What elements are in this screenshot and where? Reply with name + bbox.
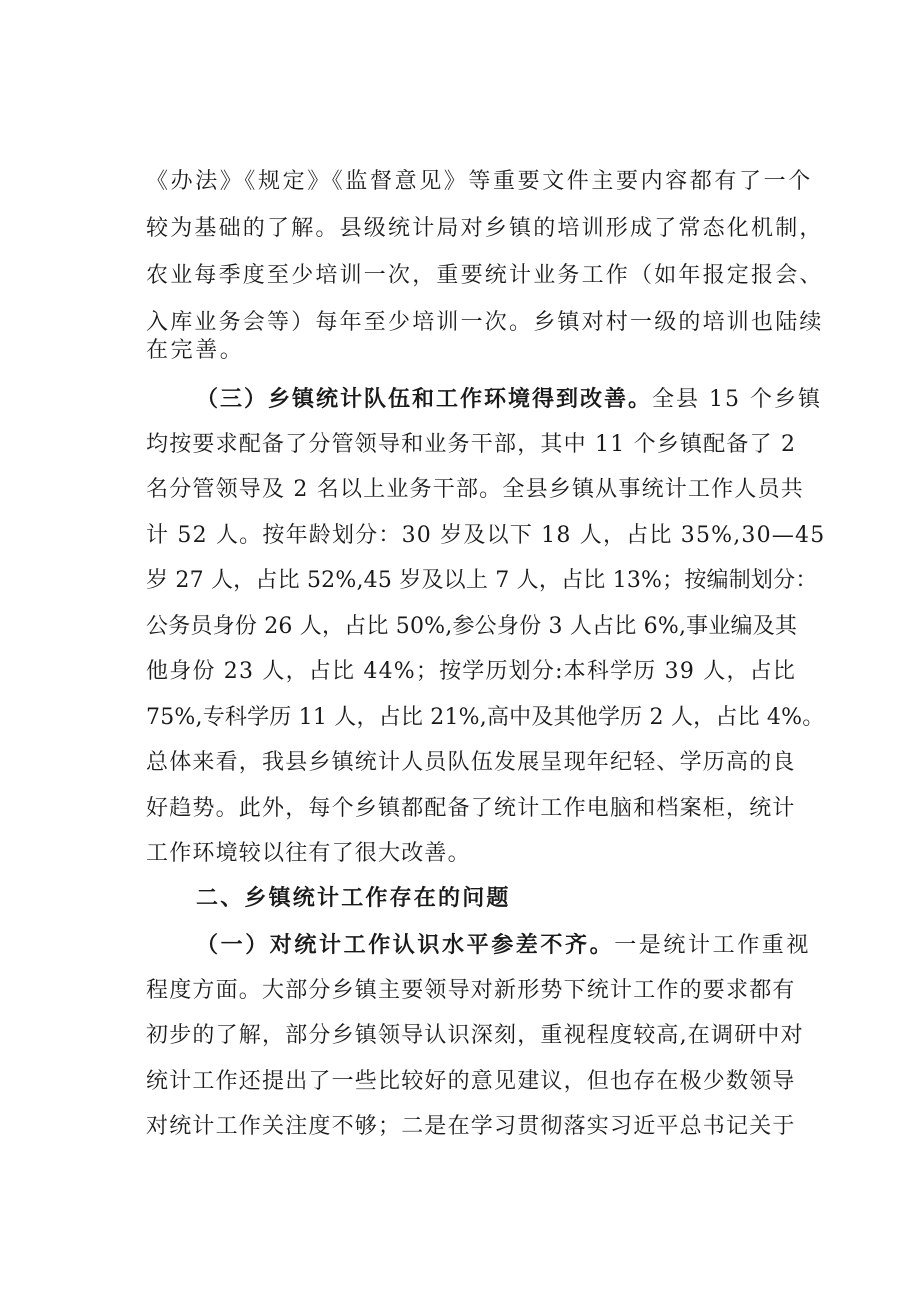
body-text-line: 统计工作还提出了一些比较好的意见建议，但也存在极少数领导: [146, 1069, 796, 1094]
section-heading: 二、乡镇统计工作存在的问题: [196, 886, 511, 911]
body-text-line: 公务员身份 26 人，占比 50%,参公身份 3 人占比 6%,事业编及其: [146, 614, 798, 639]
lead-text: 一是统计工作重视: [614, 933, 812, 958]
body-text-line: 计 52 人。按年龄划分：30 岁及以下 18 人，占比 35%,30—45: [146, 523, 826, 548]
body-text-line: 对统计工作关注度不够；二是在学习贯彻落实习近平总书记关于: [146, 1114, 796, 1139]
body-text-line: 入库业务会等）每年至少培训一次。乡镇对村一级的培训也陆续: [146, 310, 824, 335]
body-text-line: 初步的了解，部分乡镇领导认识深刻，重视程度较高,在调研中对: [146, 1023, 804, 1048]
body-text-line: 《办法》《规定》《监督意见》等重要文件主要内容都有了一个: [146, 169, 813, 194]
body-text-line: 75%,专科学历 11 人，占比 21%,高中及其他学历 2 人，占比 4%。: [146, 705, 825, 730]
body-text-line: 农业每季度至少培训一次，重要统计业务工作（如年报定报会、: [146, 263, 824, 288]
paragraph-lead-line: [196, 927, 826, 963]
body-text-line: 均按要求配备了分管领导和业务干部，其中 11 个乡镇配备了 2: [146, 432, 797, 457]
body-text-line: 总体来看，我县乡镇统计人员队伍发展呈现年纪轻、学历高的良: [146, 750, 796, 775]
body-text-line: 名分管领导及 2 名以上业务干部。全县乡镇从事统计工作人员共: [146, 477, 804, 502]
body-text-line: 在完善。: [146, 338, 245, 363]
body-text-line: 较为基础的了解。县级统计局对乡镇的培训形成了常态化机制，: [146, 216, 824, 241]
body-text-line: 好趋势。此外，每个乡镇都配备了统计工作电脑和档案柜，统计: [146, 796, 796, 821]
paragraph-lead-line: [196, 381, 826, 417]
body-text-line: 工作环境较以往有了很大改善。: [146, 841, 471, 866]
lead-text: 全县 15 个乡镇: [652, 387, 822, 412]
body-text-line: 程度方面。大部分乡镇主要领导对新形势下统计工作的要求都有: [146, 978, 796, 1003]
subsection-heading: （三）乡镇统计队伍和工作环境得到改善。: [196, 386, 653, 412]
body-text-line: 他身份 23 人，占比 44%；按学历划分:本科学历 39 人，占比: [146, 659, 797, 684]
body-text-line: 岁 27 人，占比 52%,45 岁及以上 7 人，占比 13%；按编制划分：: [146, 568, 818, 593]
subsection-heading: （一）对统计工作认识水平参差不齐。: [196, 932, 615, 958]
